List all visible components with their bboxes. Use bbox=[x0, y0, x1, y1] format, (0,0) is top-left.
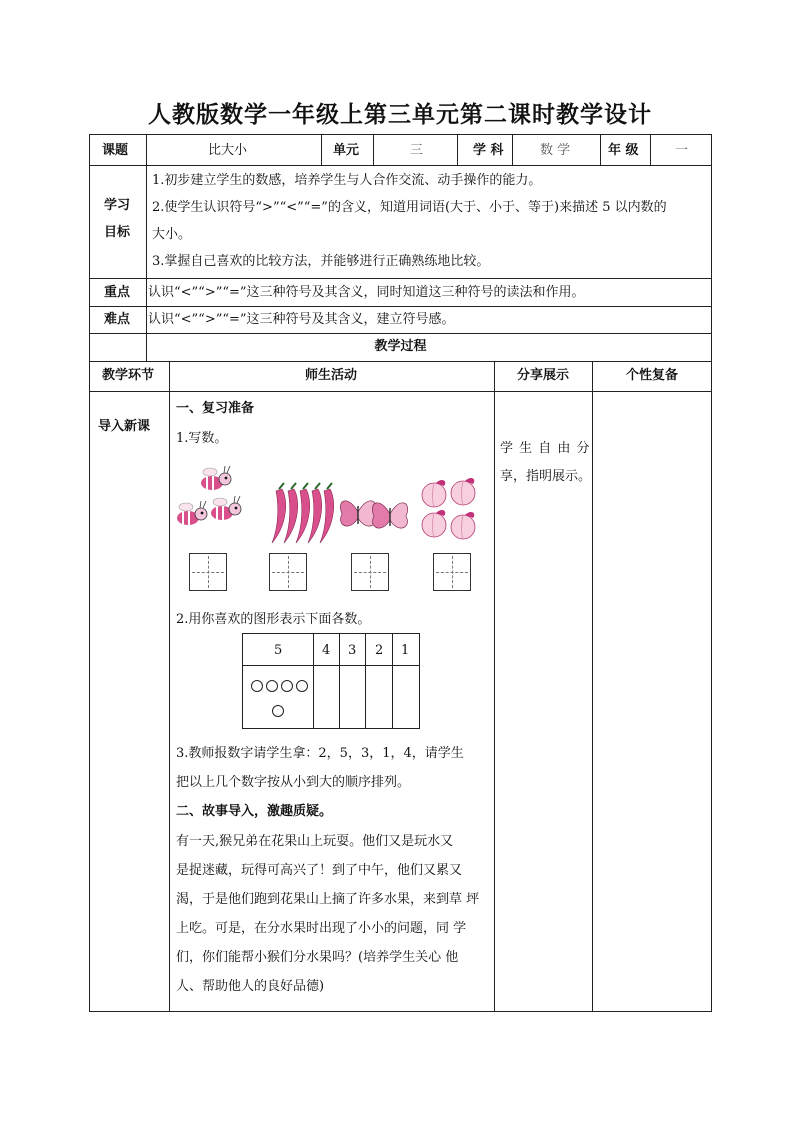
writing-box[interactable] bbox=[433, 553, 471, 591]
butterfly-icon bbox=[372, 503, 407, 528]
mini-table-header: 5 bbox=[274, 643, 283, 658]
process-heading: 教学过程 bbox=[374, 339, 427, 354]
section1-item1: 1.写数。 bbox=[176, 431, 228, 446]
topic-label: 课题 bbox=[102, 143, 129, 158]
section1-item3-line1: 3.教师报数字请学生拿：2，5，3，1，4，请学生 bbox=[176, 746, 464, 761]
goal-line-1: 1.初步建立学生的数感，培养学生与人合作交流、动手操作的能力。 bbox=[152, 173, 542, 188]
circle-shape bbox=[251, 680, 263, 692]
section1-heading: 一、复习准备 bbox=[176, 401, 255, 416]
mini-table-header: 4 bbox=[322, 643, 331, 658]
circle-shape bbox=[266, 680, 278, 692]
circle-shape bbox=[281, 680, 293, 692]
goal-line-3: 大小。 bbox=[152, 227, 192, 242]
story-line-3: 渴，于是他们跑到花果山上摘了许多水果，来到草 坪 bbox=[176, 892, 480, 907]
butterflies-picture bbox=[342, 490, 408, 540]
column-personal: 个性复备 bbox=[626, 368, 679, 383]
mini-table-header: 1 bbox=[401, 643, 410, 658]
story-line-2: 是捉迷藏，玩得可高兴了！到了中午，他们又累又 bbox=[176, 863, 463, 878]
circles-cell bbox=[251, 677, 311, 696]
butterfly-icon bbox=[340, 501, 375, 526]
goal-line-4: 3.掌握自己喜欢的比较方法，并能够进行正确熟练地比较。 bbox=[152, 254, 490, 269]
section1-item2: 2.用你喜欢的图形表示下面各数。 bbox=[176, 612, 371, 627]
key-point-label: 重点 bbox=[104, 285, 131, 300]
number-shapes-table bbox=[242, 633, 420, 729]
chili-pepper-icon bbox=[272, 483, 286, 543]
peach-icon bbox=[451, 512, 475, 539]
grade-label: 年 级 bbox=[608, 143, 639, 158]
goals-label-line1: 学习 bbox=[104, 198, 131, 213]
column-activity: 师生活动 bbox=[305, 368, 358, 383]
difficulty-label: 难点 bbox=[104, 312, 131, 327]
story-line-5: 们，你们能帮小猴们分水果吗？(培养学生关心 他 bbox=[176, 950, 459, 965]
chili-pepper-icon bbox=[320, 483, 334, 543]
peaches-picture bbox=[418, 477, 482, 545]
story-line-1: 有一天,猴兄弟在花果山上玩耍。他们又是玩水又 bbox=[176, 834, 454, 849]
difficulty-text: 认识“<”“>”“=”这三种符号及其含义，建立符号感。 bbox=[148, 312, 455, 327]
column-share: 分享展示 bbox=[517, 368, 570, 383]
circle-shape bbox=[272, 705, 284, 717]
section1-item3-line2: 把以上几个数字按从小到大的顺序排列。 bbox=[176, 775, 411, 790]
lesson-plan-table bbox=[89, 134, 712, 1012]
story-line-4: 上吃。可是，在分水果时出现了小小的问题，同 学 bbox=[176, 921, 467, 936]
peach-icon bbox=[422, 510, 446, 537]
unit-value: 三 bbox=[410, 143, 424, 158]
writing-box[interactable] bbox=[351, 553, 389, 591]
stage-label: 导入新课 bbox=[98, 419, 151, 434]
grade-value: 一 bbox=[675, 143, 689, 158]
mini-table-header: 3 bbox=[348, 643, 357, 658]
goal-line-2: 2.使学生认识符号“>”“<”“=”的含义，知道用词语(大于、小于、等于)来描述 5 以内数的 bbox=[152, 200, 667, 215]
peach-icon bbox=[422, 480, 446, 507]
share-line-1: 学 生 自 由 分 bbox=[500, 441, 591, 456]
bee-icon bbox=[201, 466, 231, 490]
subject-label: 学 科 bbox=[473, 143, 504, 158]
bee-icon bbox=[211, 496, 241, 520]
topic-value: 比大小 bbox=[208, 143, 248, 158]
peach-icon bbox=[451, 478, 475, 505]
circle-shape bbox=[296, 680, 308, 692]
key-point-text: 认识“<”“>”“=”这三种符号及其含义，同时知道这三种符号的读法和作用。 bbox=[148, 285, 585, 300]
writing-box[interactable] bbox=[189, 553, 227, 591]
chili-pepper-icon bbox=[308, 483, 322, 543]
goals-label-line2: 目标 bbox=[104, 225, 131, 240]
unit-label: 单元 bbox=[333, 143, 360, 158]
peppers-picture bbox=[260, 485, 338, 543]
column-stage: 教学环节 bbox=[102, 368, 155, 383]
section2-heading: 二、故事导入，激趣质疑。 bbox=[176, 804, 333, 819]
chili-pepper-icon bbox=[284, 483, 298, 543]
mini-table-header: 2 bbox=[375, 643, 384, 658]
chili-pepper-icon bbox=[296, 483, 310, 543]
page-title: 人教版数学一年级上第三单元第二课时教学设计 bbox=[148, 102, 652, 128]
writing-box[interactable] bbox=[269, 553, 307, 591]
share-line-2: 享，指明展示。 bbox=[500, 469, 592, 484]
subject-value: 数 学 bbox=[540, 143, 571, 158]
story-line-6: 人、帮助他人的良好品德) bbox=[176, 979, 325, 994]
bees-picture bbox=[176, 463, 246, 538]
bee-icon bbox=[177, 501, 207, 525]
